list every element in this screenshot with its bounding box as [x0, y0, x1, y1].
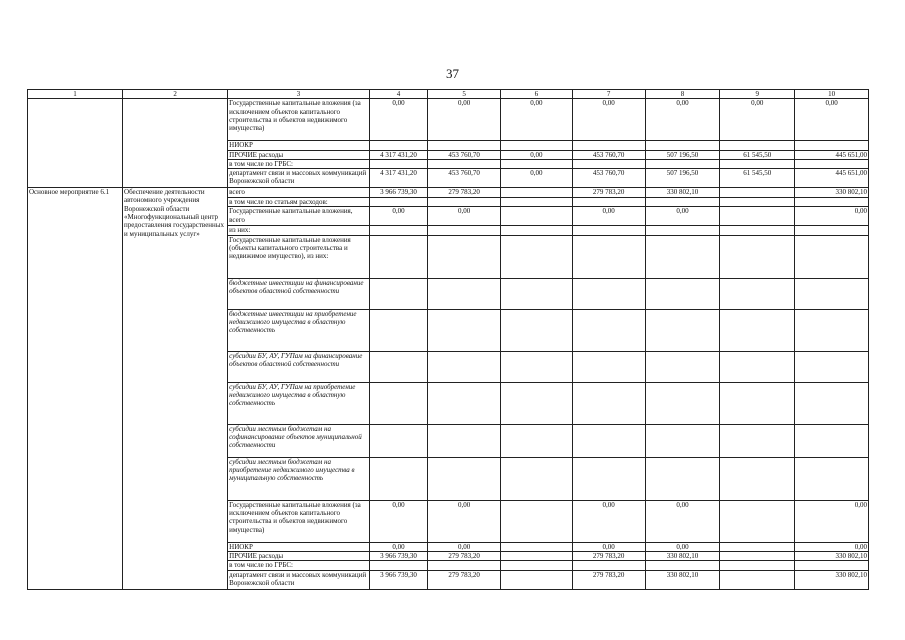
row-label-italic: субсидии БУ, АУ, ГУПам на приобретение недвижимого имущества в областную собственность	[228, 382, 370, 424]
value-cell	[720, 500, 795, 542]
value-cell: 0,00	[720, 99, 795, 141]
row-label: ПРОЧИЕ расходы	[228, 552, 370, 561]
row-label: Государственные капитальные вложения (за исключением объектов капитального строительства и объектов недвижимого имущества)	[228, 500, 370, 542]
value-cell: 445 651,00	[795, 150, 869, 159]
row-label: ПРОЧИЕ расходы	[228, 150, 370, 159]
value-cell: 4 317 431,20	[369, 169, 428, 188]
empty-cell	[28, 99, 123, 188]
value-cell: 445 651,00	[795, 169, 869, 188]
value-cell: 0,00	[369, 542, 428, 551]
value-cell: 61 545,50	[720, 169, 795, 188]
value-cell: 279 783,20	[428, 188, 501, 198]
value-cell: 279 783,20	[428, 570, 501, 589]
row-label-italic: субсидии БУ, АУ, ГУПам на финансирование объектов областной собственности	[228, 351, 370, 382]
row-label-italic: бюджетные инвестиции на финансирование объектов областной собственности	[228, 278, 370, 309]
value-cell: 0,00	[645, 542, 720, 551]
row-label: Государственные капитальные вложения (объекты капитального строительства и недвижимое имущество), из них:	[228, 235, 370, 278]
value-cell: 330 802,10	[795, 570, 869, 589]
value-cell	[720, 570, 795, 589]
value-cell: 0,00	[572, 500, 645, 542]
value-cell: 0,00	[369, 99, 428, 141]
value-cell: 453 760,70	[428, 150, 501, 159]
value-cell: 0,00	[428, 542, 501, 551]
row-label: в том числе по статьям расходов:	[228, 198, 370, 207]
value-cell: 0,00	[645, 500, 720, 542]
value-cell: 0,00	[501, 99, 573, 141]
value-cell: 0,00	[572, 542, 645, 551]
column-header-row	[28, 90, 869, 99]
value-cell: 0,00	[795, 500, 869, 542]
row-label: НИОКР	[228, 141, 370, 150]
row-label: департамент связи и массовых коммуникаций Воронежской области	[228, 169, 370, 188]
column-header: 4	[369, 90, 428, 99]
column-header: 8	[645, 90, 720, 99]
value-cell	[501, 552, 573, 561]
empty-cell	[123, 99, 228, 188]
value-cell: 330 802,10	[795, 188, 869, 198]
table-row	[28, 188, 869, 198]
value-cell	[501, 207, 573, 226]
column-header: 2	[123, 90, 228, 99]
budget-table	[27, 89, 869, 590]
value-cell: 3 966 739,30	[369, 188, 428, 198]
column-header: 10	[795, 90, 869, 99]
value-cell: 0,00	[795, 99, 869, 141]
row-label-italic: бюджетные инвестиции на приобретение недвижимого имущества в областную собственность	[228, 309, 370, 351]
value-cell: 0,00	[369, 207, 428, 226]
value-cell: 0,00	[428, 207, 501, 226]
value-cell: 279 783,20	[572, 570, 645, 589]
value-cell: 0,00	[428, 99, 501, 141]
row-label: Государственные капитальные вложения, всего	[228, 207, 370, 226]
value-cell: 507 196,50	[645, 150, 720, 159]
row-label: в том числе по ГРБС:	[228, 159, 370, 168]
row-label-italic: субсидии местным бюджетам на приобретение недвижимого имущества в муниципальную собственность	[228, 457, 370, 500]
value-cell: 0,00	[572, 207, 645, 226]
value-cell: 0,00	[428, 500, 501, 542]
value-cell: 453 760,70	[572, 150, 645, 159]
row-label: из них:	[228, 226, 370, 235]
table-row	[28, 99, 869, 141]
row-label: в том числе по ГРБС:	[228, 561, 370, 570]
value-cell: 0,00	[501, 169, 573, 188]
column-header: 6	[501, 90, 573, 99]
value-cell: 330 802,10	[645, 188, 720, 198]
value-cell: 3 966 739,30	[369, 552, 428, 561]
value-cell: 0,00	[369, 500, 428, 542]
value-cell: 61 545,50	[720, 150, 795, 159]
value-cell: 0,00	[795, 542, 869, 551]
value-cell	[720, 207, 795, 226]
page-number: 37	[446, 66, 459, 81]
value-cell: 279 783,20	[572, 552, 645, 561]
column-header: 7	[572, 90, 645, 99]
value-cell	[501, 188, 573, 198]
value-cell	[720, 188, 795, 198]
measure-name: Обеспечение деятельности автономного учреждения Воронежской области «Многофункциональный центр предоставления государственных и муниципальных услуг»	[123, 188, 228, 589]
value-cell: 330 802,10	[795, 552, 869, 561]
value-cell	[501, 570, 573, 589]
value-cell: 330 802,10	[645, 570, 720, 589]
value-cell	[720, 542, 795, 551]
row-label: Государственные капитальные вложения (за исключением объектов капитального строительства и объектов недвижимого имущества)	[228, 99, 370, 141]
value-cell: 0,00	[501, 150, 573, 159]
value-cell: 0,00	[572, 99, 645, 141]
row-label: всего	[228, 188, 370, 198]
row-label: НИОКР	[228, 542, 370, 551]
column-header: 1	[28, 90, 123, 99]
value-cell: 0,00	[795, 207, 869, 226]
value-cell	[501, 542, 573, 551]
value-cell: 453 760,70	[572, 169, 645, 188]
value-cell: 453 760,70	[428, 169, 501, 188]
value-cell: 279 783,20	[428, 552, 501, 561]
value-cell	[501, 500, 573, 542]
value-cell: 3 966 739,30	[369, 570, 428, 589]
value-cell: 0,00	[645, 207, 720, 226]
column-header: 5	[428, 90, 501, 99]
row-label-italic: субсидии местным бюджетам на софинансирование объектов муниципальной собственности	[228, 424, 370, 457]
value-cell	[720, 552, 795, 561]
value-cell: 330 802,10	[645, 552, 720, 561]
value-cell: 507 196,50	[645, 169, 720, 188]
value-cell: 279 783,20	[572, 188, 645, 198]
measure-code: Основное мероприятие 6.1	[28, 188, 123, 589]
value-cell: 0,00	[645, 99, 720, 141]
value-cell: 4 317 431,20	[369, 150, 428, 159]
column-header: 3	[228, 90, 370, 99]
row-label: департамент связи и массовых коммуникаций Воронежской области	[228, 570, 370, 589]
column-header: 9	[720, 90, 795, 99]
